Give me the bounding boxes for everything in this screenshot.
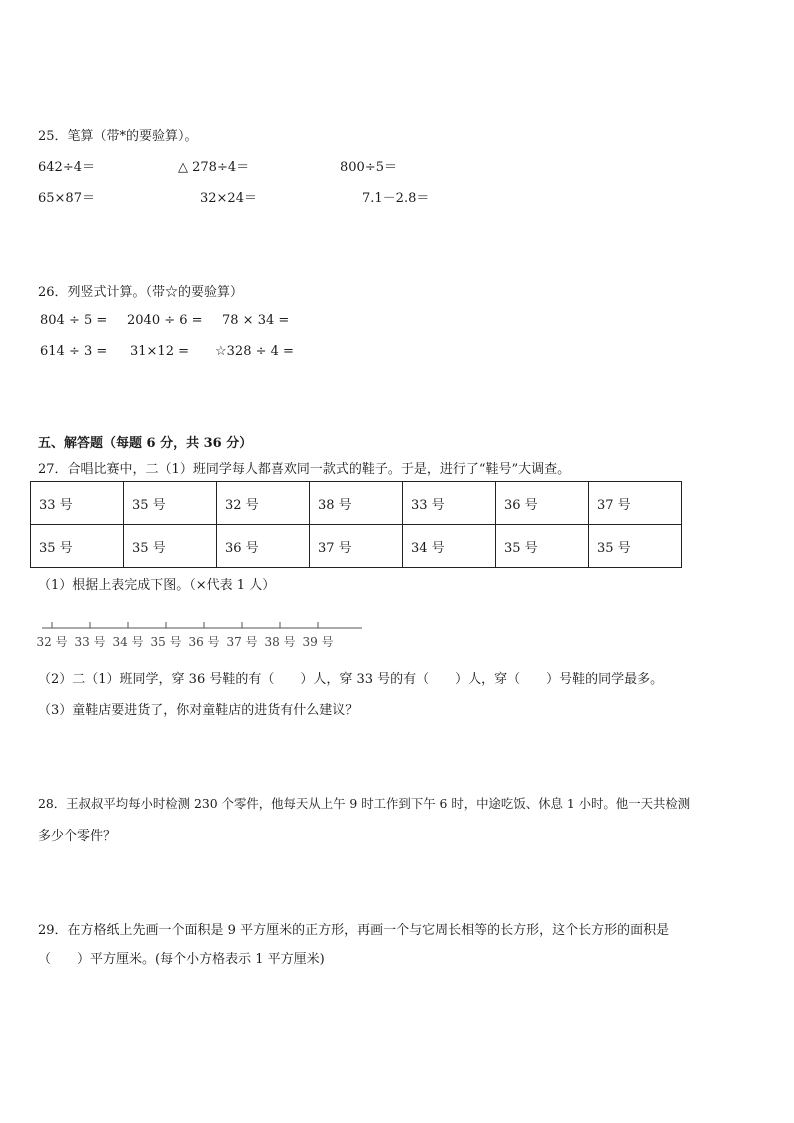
table-cell: 37 号 xyxy=(310,525,403,568)
q26-expr-1: 804 ÷ 5 = xyxy=(40,313,108,328)
q26-expr-5: 31×12 = xyxy=(130,344,190,359)
q28-line1: 28．王叔叔平均每小时检测 230 个零件，他每天从上午 9 时工作到下午 6 时，中途吃饭、休息 1 小时。他一天共检测 xyxy=(38,796,691,811)
table-cell: 36 号 xyxy=(217,525,310,568)
q26-expr-6: ☆328 ÷ 4 = xyxy=(215,344,294,359)
table-cell: 33 号 xyxy=(31,482,124,525)
axis-label: 32 号 xyxy=(36,635,68,649)
table-cell: 35 号 xyxy=(124,482,217,525)
axis-label: 35 号 xyxy=(150,635,182,649)
q25-expr-4: 65×87＝ xyxy=(38,191,95,206)
q25-expr-3: 800÷5＝ xyxy=(340,160,397,175)
axis-label: 39 号 xyxy=(302,635,334,649)
q29-line2: （ ）平方厘米。(每个小方格表示 1 平方厘米) xyxy=(38,952,325,967)
q26-expr-4: 614 ÷ 3 = xyxy=(40,344,108,359)
table-cell: 35 号 xyxy=(124,525,217,568)
axis-label: 38 号 xyxy=(264,635,296,649)
table-cell: 33 号 xyxy=(403,482,496,525)
table-cell: 38 号 xyxy=(310,482,403,525)
table-cell: 32 号 xyxy=(217,482,310,525)
axis-label: 34 号 xyxy=(112,635,144,649)
q28-line2: 多少个零件？ xyxy=(38,829,117,844)
q27-sub2: （2）二（1）班同学，穿 36 号鞋的有（ ）人，穿 33 号的有（ ）人，穿（ ）号鞋的同学最多。 xyxy=(38,672,664,687)
q29-line1: 29．在方格纸上先画一个面积是 9 平方厘米的正方形，再画一个与它周长相等的长方形，这个长方形的面积是 xyxy=(38,923,670,938)
section-5-heading: 五、解答题（每题 6 分，共 36 分） xyxy=(38,436,253,451)
axis-label: 37 号 xyxy=(226,635,258,649)
q25-expr-2: △ 278÷4＝ xyxy=(178,160,250,175)
q26-expr-2: 2040 ÷ 6 = xyxy=(127,313,203,328)
table-cell: 37 号 xyxy=(589,482,682,525)
shoe-size-table xyxy=(30,481,682,568)
q25-expr-6: 7.1－2.8＝ xyxy=(362,191,430,206)
q26-expr-3: 78 × 34 = xyxy=(222,313,290,328)
q27-title: 27．合唱比赛中，二（1）班同学每人都喜欢同一款式的鞋子。于是，进行了“鞋号”大调查。 xyxy=(38,462,571,477)
q27-sub3: （3）童鞋店要进货了，你对童鞋店的进货有什么建议？ xyxy=(38,703,359,718)
axis-label: 33 号 xyxy=(74,635,106,649)
table-row xyxy=(31,482,682,525)
q27-sub1: （1）根据上表完成下图。（×代表 1 人） xyxy=(38,578,276,593)
q25-expr-1: 642÷4＝ xyxy=(38,160,95,175)
q26-title: 26．列竖式计算。（带☆的要验算） xyxy=(38,285,244,300)
table-row xyxy=(31,525,682,568)
q25-expr-5: 32×24＝ xyxy=(200,191,257,206)
table-cell: 35 号 xyxy=(31,525,124,568)
table-cell: 35 号 xyxy=(589,525,682,568)
table-cell: 35 号 xyxy=(496,525,589,568)
table-cell: 34 号 xyxy=(403,525,496,568)
axis-label: 36 号 xyxy=(188,635,220,649)
table-cell: 36 号 xyxy=(496,482,589,525)
shoe-size-axis xyxy=(36,618,364,652)
q25-title: 25．笔算（带*的要验算）。 xyxy=(38,129,198,144)
